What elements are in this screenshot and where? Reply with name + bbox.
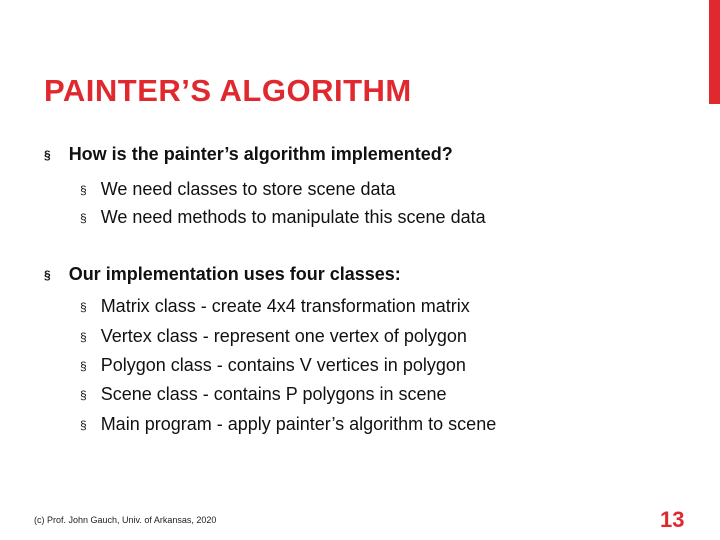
bullet-icon: § (44, 267, 51, 282)
bullet-icon: § (44, 147, 51, 162)
bullet-level2 (80, 296, 470, 317)
bullet-text: Matrix class - create 4x4 transformation matrix (100, 296, 470, 316)
bullet-level2 (80, 384, 447, 405)
bullet-text: Vertex class - represent one vertex of polygon (100, 326, 467, 346)
bullet-level2 (80, 326, 467, 347)
bullet-level2 (80, 355, 466, 376)
bullet-icon: § (80, 299, 87, 314)
bullet-icon: § (80, 329, 87, 344)
bullet-level2 (80, 207, 486, 228)
bullet-level2 (80, 179, 396, 200)
bullet-text: We need classes to store scene data (100, 179, 396, 199)
bullet-text: Our implementation uses four classes: (68, 264, 401, 284)
bullet-text: Polygon class - contains V vertices in polygon (100, 355, 466, 375)
bullet-icon: § (80, 387, 87, 402)
bullet-text: Main program - apply painter’s algorithm to scene (100, 414, 497, 434)
footer-credit: (c) Prof. John Gauch, Univ. of Arkansas, 2020 (34, 515, 217, 525)
bullet-text: Scene class - contains P polygons in scene (100, 384, 447, 404)
bullet-level2 (80, 414, 496, 435)
bullet-level1 (44, 264, 401, 285)
bullet-text: We need methods to manipulate this scene data (100, 207, 486, 227)
bullet-icon: § (80, 210, 87, 225)
accent-bar (709, 0, 720, 104)
bullet-icon: § (80, 417, 87, 432)
bullet-level1 (44, 144, 453, 165)
bullet-text: How is the painter’s algorithm implemented? (68, 144, 453, 164)
page-number: 13 (660, 507, 685, 532)
bullet-icon: § (80, 182, 87, 197)
slide-title: PAINTER’S ALGORITHM (44, 73, 412, 108)
bullet-icon: § (80, 358, 87, 373)
